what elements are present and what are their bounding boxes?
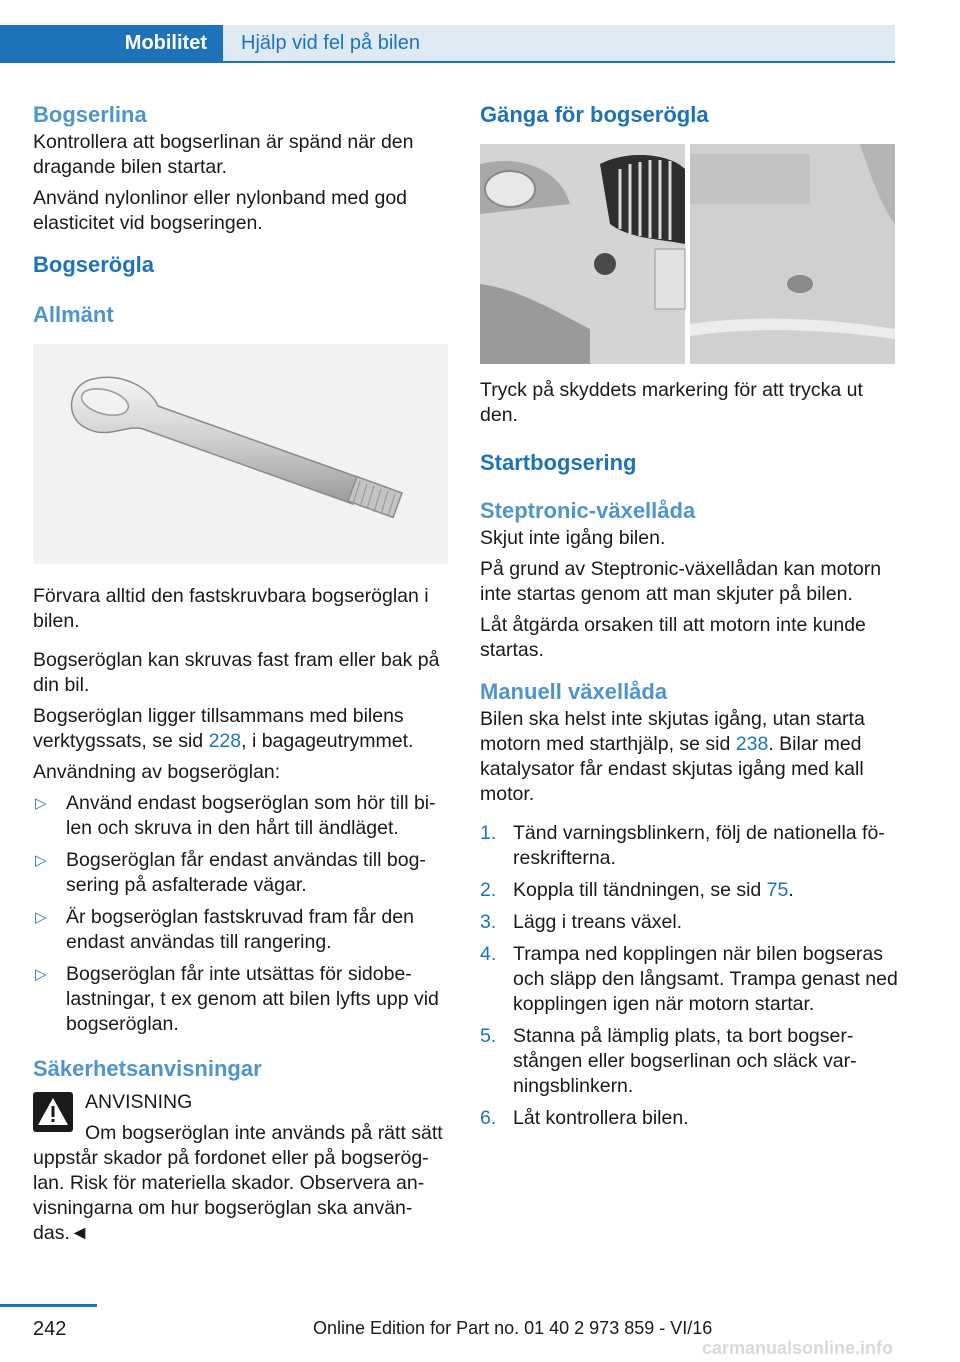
paragraph: Bogseröglan kan skruvas fast fram eller bak på din bil. (33, 649, 440, 696)
footer-divider (0, 1304, 97, 1307)
paragraph: Bilen ska helst inte skjutas igång, utan starta motorn med starthjälp, se sid 238. Bilar med katalysator får endast skjutas igång med kall motor. (480, 708, 865, 805)
left-column (33, 100, 451, 1246)
warning-text: Om bogseröglan inte används på rätt sätt (85, 1122, 443, 1144)
list-item: 1. Tänd varningsblinkern, följ de nationella fö-reskrifterna. (480, 822, 885, 869)
warning-box (33, 1090, 451, 1246)
page-number: 242 (33, 1318, 67, 1340)
tab-hjalp[interactable] (223, 25, 895, 61)
page-link-228[interactable]: 228 (208, 730, 242, 752)
tow-eye-image (33, 344, 448, 564)
list-item: 5. Stanna på lämplig plats, ta bort bogser-stången eller bogserlinan och släck var-ningsblinkern. (480, 1025, 857, 1097)
heading-ganga: Gänga för bogserögla (480, 102, 709, 127)
right-column (480, 100, 898, 1138)
triangle-bullet-icon: ▷ (35, 795, 47, 812)
heading-bogserogla: Bogserögla (33, 252, 155, 277)
paragraph: Bogseröglan ligger tillsammans med bilens verktygssats, se sid 228, i bagageutrymmet. (33, 705, 414, 752)
page-link-238[interactable]: 238 (735, 733, 769, 755)
paragraph: Använd nylonlinor eller nylonband med god elasticitet vid bogseringen. (33, 187, 408, 234)
header-divider (0, 61, 895, 63)
list-item: 3. Lägg i treans växel. (480, 911, 683, 933)
list-item: ▷ Använd endast bogseröglan som hör till bi-len och skruva in den hårt till ändläget. (35, 792, 436, 839)
heading-manuell: Manuell växellåda (480, 679, 668, 704)
list-item: ▷ Bogseröglan får endast användas till bog-sering på asfalterade vägar. (35, 849, 426, 896)
list-item: 4. Trampa ned kopplingen när bilen bogseras och släpp den långsamt. Trampa genast ned kopplingen igen när motorn startar. (480, 943, 898, 1015)
paragraph: Användning av bogseröglan: (33, 761, 281, 783)
usage-list (33, 791, 451, 1037)
warning-text: uppstår skador på fordonet eller på bogserög-lan. Risk för materiella skador. Observera an-visningarna om hur bogseröglan ska använ-das.◄ (33, 1147, 429, 1244)
list-item: 6. Låt kontrollera bilen. (480, 1107, 689, 1129)
paragraph: Skjut inte igång bilen. (480, 527, 666, 549)
image-caption: Förvara alltid den fastskruvbara bogseröglan i bilen. (33, 585, 429, 632)
heading-bogserlina: Bogserlina (33, 102, 147, 127)
triangle-bullet-icon: ▷ (35, 852, 47, 869)
list-item: 2. Koppla till tändningen, se sid 75. (480, 879, 794, 901)
paragraph: På grund av Steptronic-växellådan kan motorn inte startas genom att man skjuter på bilen. (480, 558, 882, 605)
paragraph: Kontrollera att bogserlinan är spänd när den dragande bilen startar. (33, 131, 414, 178)
tab-mobilitet-label: Mobilitet (124, 32, 207, 54)
warning-title: ANVISNING (85, 1091, 193, 1113)
watermark: carmanualsonline.info (702, 1338, 894, 1358)
heading-steptronic: Steptronic-växellåda (480, 498, 696, 523)
triangle-bullet-icon: ▷ (35, 909, 47, 926)
list-item: ▷ Är bogseröglan fastskruvad fram får den endast användas till rangering. (35, 906, 414, 953)
tab-hjalp-label: Hjälp vid fel på bilen (241, 32, 420, 54)
edition-text: Online Edition for Part no. 01 40 2 973 859 - VI/16 (313, 1318, 713, 1338)
steps-list (480, 821, 898, 1131)
bumper-image (480, 144, 895, 364)
warning-icon (33, 1092, 73, 1132)
list-item: ▷ Bogseröglan får inte utsättas för sidobe-lastningar, t ex genom att bilen lyfts upp vid bogseröglan. (35, 963, 439, 1035)
paragraph: Låt åtgärda orsaken till att motorn inte kunde startas. (480, 614, 866, 661)
page-link-75[interactable]: 75 (766, 879, 789, 901)
triangle-bullet-icon: ▷ (35, 966, 47, 983)
page-header (0, 25, 895, 61)
image-caption: Tryck på skyddets markering för att trycka ut den. (480, 379, 863, 426)
heading-startbogsering: Startbogsering (480, 450, 637, 475)
tab-mobilitet[interactable] (0, 25, 223, 61)
heading-sakerhet: Säkerhetsanvisningar (33, 1056, 262, 1081)
heading-allmant: Allmänt (33, 302, 114, 327)
